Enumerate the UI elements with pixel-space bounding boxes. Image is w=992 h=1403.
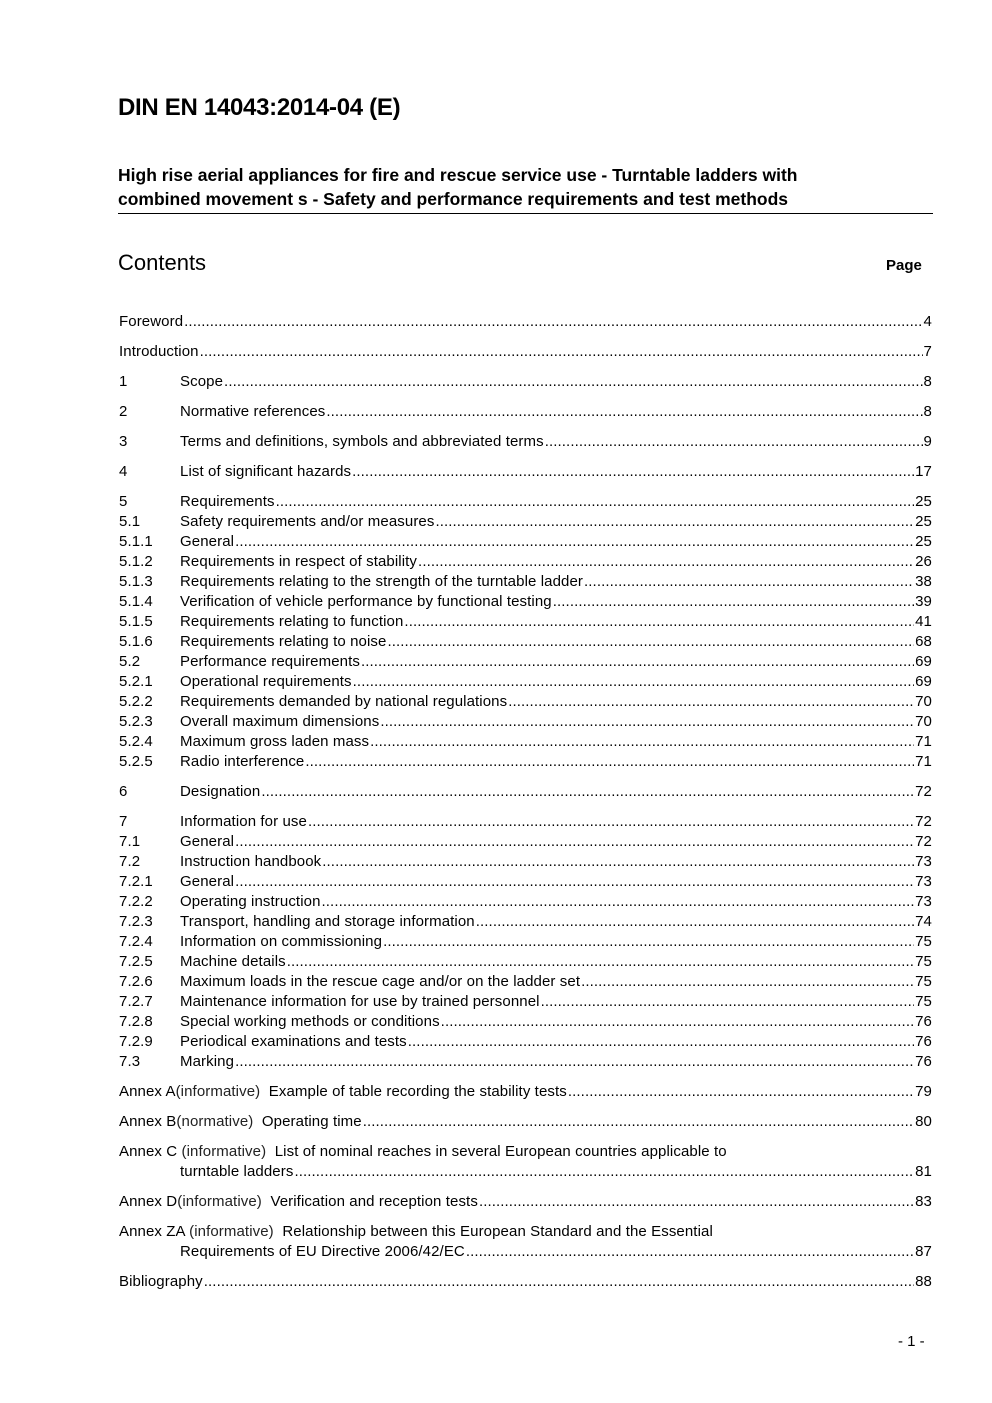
toc-entry[interactable] (119, 532, 932, 552)
toc-dot-leader (404, 612, 914, 632)
toc-page-number: 68 (915, 633, 932, 650)
toc-dot-leader (568, 1082, 914, 1102)
toc-entry[interactable] (119, 932, 932, 952)
toc-dot-leader (287, 952, 914, 972)
toc-entry[interactable] (119, 1032, 932, 1052)
annex-kind: (normative) (176, 1113, 254, 1130)
toc-dot-leader (235, 532, 914, 552)
toc-dot-leader (353, 672, 914, 692)
toc-entry[interactable] (119, 752, 932, 772)
toc-section-number: 7.2.8 (119, 1013, 153, 1030)
bibliography-title: Bibliography (119, 1273, 203, 1290)
toc-page-number: 75 (915, 973, 932, 990)
toc-page-number: 76 (915, 1013, 932, 1030)
toc-entry[interactable] (119, 492, 932, 512)
annex-title-line-1: Relationship between this European Standard and the Essential (282, 1223, 713, 1240)
toc-entry[interactable] (119, 692, 932, 712)
toc-entry[interactable] (119, 1012, 932, 1032)
toc-page-number: 72 (915, 783, 932, 800)
toc-entry[interactable] (119, 832, 932, 852)
toc-entry[interactable] (119, 892, 932, 912)
annex-label: Annex B (119, 1113, 177, 1130)
toc-section-title: Requirements relating to function (180, 613, 404, 630)
toc-dot-leader (184, 312, 922, 332)
toc-dot-leader (508, 692, 914, 712)
toc-entry[interactable] (119, 512, 932, 532)
toc-entry[interactable] (119, 1052, 932, 1072)
toc-page-number: 71 (915, 733, 932, 750)
toc-entry[interactable] (119, 572, 932, 592)
toc-entry[interactable] (119, 632, 932, 652)
toc-section-number: 5.2.1 (119, 673, 153, 690)
toc-entry[interactable] (119, 952, 932, 972)
toc-section-title: Scope (180, 373, 224, 390)
toc-dot-leader (418, 552, 914, 572)
toc-bibliography-entry[interactable] (119, 1272, 932, 1292)
toc-page-number: 25 (915, 513, 932, 530)
toc-annex-entry[interactable] (119, 1082, 932, 1102)
toc-section-title: Safety requirements and/or measures (180, 513, 435, 530)
toc-entry[interactable] (119, 592, 932, 612)
toc-section-number: 5.1.5 (119, 613, 153, 630)
toc-entry[interactable] (119, 552, 932, 572)
toc-dot-leader (235, 832, 914, 852)
toc-annex-line-2 (119, 1242, 932, 1262)
toc-dot-leader (553, 592, 914, 612)
toc-entry[interactable] (119, 672, 932, 692)
toc-page-number: 38 (915, 573, 932, 590)
toc-page-number: 73 (915, 853, 932, 870)
toc-section-number: 5.1 (119, 513, 141, 530)
document-id: DIN EN 14043:2014-04 (E) (118, 94, 401, 121)
annex-title: Operating time (261, 1113, 362, 1130)
toc-dot-leader (387, 632, 914, 652)
toc-dot-leader (204, 1272, 914, 1292)
toc-section-title: Designation (180, 783, 261, 800)
toc-page-number: 75 (915, 993, 932, 1010)
toc-annex-line (119, 1082, 932, 1102)
toc-section-title: Radio interference (180, 753, 305, 770)
toc-entry[interactable] (119, 372, 932, 392)
toc-page-number: 41 (915, 613, 932, 630)
toc-section-title: Maximum gross laden mass (180, 733, 370, 750)
toc-page-number: 70 (915, 713, 932, 730)
toc-section-number: 5.1.4 (119, 593, 153, 610)
toc-page-number: 69 (915, 653, 932, 670)
toc-section-title: Operating instruction (180, 893, 321, 910)
contents-heading: Contents (118, 250, 207, 275)
annex-label: Annex A (119, 1083, 176, 1100)
toc-dot-leader (435, 512, 914, 532)
toc-page-number: 7 (923, 343, 932, 360)
toc-section-title: Requirements relating to the strength of the turntable ladder (180, 573, 584, 590)
toc-section-number: 5.2.4 (119, 733, 153, 750)
toc-section-number: 5.1.6 (119, 633, 153, 650)
toc-section-title: Machine details (180, 953, 286, 970)
toc-section-title: Performance requirements (180, 653, 360, 670)
toc-annex-entry[interactable] (119, 1112, 932, 1132)
toc-section-title: Instruction handbook (180, 853, 322, 870)
toc-section-title: Requirements demanded by national regulations (180, 693, 508, 710)
toc-section-title: General (180, 873, 235, 890)
toc-entry[interactable] (119, 652, 932, 672)
page-number: - 1 - (898, 1333, 925, 1350)
toc-page-number: 8 (923, 403, 932, 420)
toc-dot-leader (479, 1192, 914, 1212)
toc-entry[interactable] (119, 992, 932, 1012)
toc-page-number: 8 (923, 373, 932, 390)
toc-dot-leader (322, 852, 914, 872)
toc-page-number: 76 (915, 1053, 932, 1070)
toc-entry[interactable] (119, 782, 932, 802)
toc-annex-line (119, 1222, 932, 1242)
toc-entry[interactable] (119, 312, 932, 332)
toc-page-number: 9 (923, 433, 932, 450)
toc-section-number: 5.1.3 (119, 573, 153, 590)
annex-label: Annex C (119, 1143, 178, 1160)
toc-section-title: Foreword (119, 313, 184, 330)
toc-entry[interactable] (119, 852, 932, 872)
toc-dot-leader (294, 1162, 914, 1182)
toc-entry[interactable] (119, 732, 932, 752)
toc-section-number: 7 (119, 813, 128, 830)
toc-dot-leader (305, 752, 914, 772)
toc-page-number: 80 (915, 1113, 932, 1130)
toc-section-number: 7.2.3 (119, 913, 153, 930)
toc-entry[interactable] (119, 462, 932, 482)
toc-page-number: 72 (915, 833, 932, 850)
toc-dot-leader (200, 342, 923, 362)
toc-page-number: 87 (915, 1243, 932, 1260)
toc-page-number: 83 (915, 1193, 932, 1210)
toc-page-number: 17 (915, 463, 932, 480)
toc-section-title: General (180, 533, 235, 550)
toc-page-number: 4 (923, 313, 932, 330)
toc-annex-line (119, 1142, 932, 1162)
annex-title: Example of table recording the stability tests (268, 1083, 567, 1100)
toc-page-number: 73 (915, 873, 932, 890)
toc-section-title: Introduction (119, 343, 199, 360)
toc-page-number: 25 (915, 493, 932, 510)
annex-title: turntable ladders (180, 1163, 294, 1180)
toc-dot-leader (584, 572, 914, 592)
toc-section-title: Special working methods or conditions (180, 1013, 440, 1030)
toc-annex-entry[interactable] (119, 1222, 932, 1262)
toc-entry[interactable] (119, 712, 932, 732)
toc-page-number: 69 (915, 673, 932, 690)
toc-section-number: 5.1.2 (119, 553, 153, 570)
toc-section-title: Normative references (180, 403, 326, 420)
toc-section-number: 7.2.7 (119, 993, 153, 1010)
toc-entry[interactable] (119, 912, 932, 932)
toc-page-number: 75 (915, 953, 932, 970)
annex-title-line-1: List of nominal reaches in several European countries applicable to (274, 1143, 727, 1160)
toc-page-number: 39 (915, 593, 932, 610)
annex-label: Annex D (119, 1193, 178, 1210)
toc-section-number: 5.2.2 (119, 693, 153, 710)
toc-section-number: 5.1.1 (119, 533, 153, 550)
toc-page-number: 75 (915, 933, 932, 950)
table-of-contents (119, 312, 932, 1292)
toc-page-number: 73 (915, 893, 932, 910)
toc-section-number: 7.2 (119, 853, 141, 870)
toc-section-number: 7.2.5 (119, 953, 153, 970)
toc-annex-line (119, 1112, 932, 1132)
toc-page-number: 26 (915, 553, 932, 570)
toc-section-number: 3 (119, 433, 128, 450)
toc-dot-leader (235, 872, 914, 892)
toc-section-title: Overall maximum dimensions (180, 713, 380, 730)
toc-section-title: Operational requirements (180, 673, 352, 690)
toc-dot-leader (363, 1112, 914, 1132)
toc-section-title: Maintenance information for use by trained personnel (180, 993, 540, 1010)
toc-entry[interactable] (119, 872, 932, 892)
toc-section-number: 6 (119, 783, 128, 800)
document-title-line-1: High rise aerial appliances for fire and rescue service use - Turntable ladders with (118, 165, 798, 185)
annex-kind: (informative) (177, 1193, 262, 1210)
toc-section-title: Marking (180, 1053, 235, 1070)
toc-page-number: 81 (915, 1163, 932, 1180)
toc-page-number: 72 (915, 813, 932, 830)
toc-dot-leader (466, 1242, 914, 1262)
toc-entry[interactable] (119, 972, 932, 992)
toc-section-number: 7.2.6 (119, 973, 153, 990)
document-title (118, 163, 933, 214)
toc-page-number: 25 (915, 533, 932, 550)
toc-annex-line (119, 1192, 932, 1212)
annex-label: Annex ZA (119, 1223, 185, 1240)
toc-section-number: 5.2 (119, 653, 141, 670)
toc-dot-leader (308, 812, 914, 832)
toc-entry[interactable] (119, 342, 932, 362)
document-title-line-2: combined movement s - Safety and performance requirements and test methods (118, 189, 789, 209)
toc-entry[interactable] (119, 812, 932, 832)
toc-entry[interactable] (119, 402, 932, 422)
toc-section-number: 5.2.3 (119, 713, 153, 730)
toc-page-number: 71 (915, 753, 932, 770)
annex-kind: (informative) (175, 1083, 261, 1100)
toc-section-title: Verification of vehicle performance by functional testing (180, 593, 552, 610)
toc-section-number: 1 (119, 373, 128, 390)
toc-dot-leader (380, 712, 914, 732)
toc-section-title: Transport, handling and storage information (180, 913, 475, 930)
toc-page-number: 70 (915, 693, 932, 710)
toc-entry[interactable] (119, 612, 932, 632)
toc-dot-leader (235, 1052, 914, 1072)
toc-dot-leader (383, 932, 914, 952)
toc-section-number: 5.2.5 (119, 753, 153, 770)
toc-annex-entry[interactable] (119, 1142, 932, 1182)
toc-page-number: 74 (915, 913, 932, 930)
toc-dot-leader (224, 372, 923, 392)
annex-title: Requirements of EU Directive 2006/42/EC (180, 1243, 465, 1260)
toc-section-title: General (180, 833, 235, 850)
toc-section-title: Maximum loads in the rescue cage and/or on the ladder set (180, 973, 581, 990)
toc-section-title: Requirements (180, 493, 275, 510)
annex-title: Verification and reception tests (270, 1193, 478, 1210)
toc-section-number: 7.2.1 (119, 873, 153, 890)
toc-section-title: Information for use (180, 813, 307, 830)
toc-section-number: 7.1 (119, 833, 141, 850)
toc-section-number: 7.2.4 (119, 933, 153, 950)
toc-page-number: 88 (915, 1273, 932, 1290)
toc-section-title: Requirements in respect of stability (180, 553, 418, 570)
toc-dot-leader (326, 402, 922, 422)
toc-entry[interactable] (119, 432, 932, 452)
toc-page-number: 76 (915, 1033, 932, 1050)
page-column-label: Page (886, 257, 922, 274)
toc-dot-leader (352, 462, 914, 482)
toc-dot-leader (541, 992, 915, 1012)
toc-section-number: 7.2.9 (119, 1033, 153, 1050)
toc-section-number: 2 (119, 403, 128, 420)
toc-section-title: Information on commissioning (180, 933, 383, 950)
toc-dot-leader (276, 492, 915, 512)
toc-section-title: Periodical examinations and tests (180, 1033, 407, 1050)
toc-section-number: 7.3 (119, 1053, 141, 1070)
toc-section-title: Requirements relating to noise (180, 633, 387, 650)
toc-dot-leader (322, 892, 915, 912)
toc-annex-entry[interactable] (119, 1192, 932, 1212)
toc-dot-leader (361, 652, 914, 672)
toc-section-number: 5 (119, 493, 128, 510)
toc-section-number: 7.2.2 (119, 893, 153, 910)
toc-dot-leader (261, 782, 914, 802)
annex-kind: (informative) (181, 1143, 267, 1160)
toc-section-number: 4 (119, 463, 128, 480)
toc-dot-leader (476, 912, 914, 932)
toc-dot-leader (581, 972, 914, 992)
toc-dot-leader (370, 732, 914, 752)
toc-annex-line-2 (119, 1162, 932, 1182)
toc-dot-leader (441, 1012, 914, 1032)
toc-dot-leader (408, 1032, 914, 1052)
toc-dot-leader (545, 432, 923, 452)
toc-page-number: 79 (915, 1083, 932, 1100)
toc-section-title: List of significant hazards (180, 463, 352, 480)
annex-kind: (informative) (189, 1223, 274, 1240)
toc-section-title: Terms and definitions, symbols and abbreviated terms (180, 433, 544, 450)
